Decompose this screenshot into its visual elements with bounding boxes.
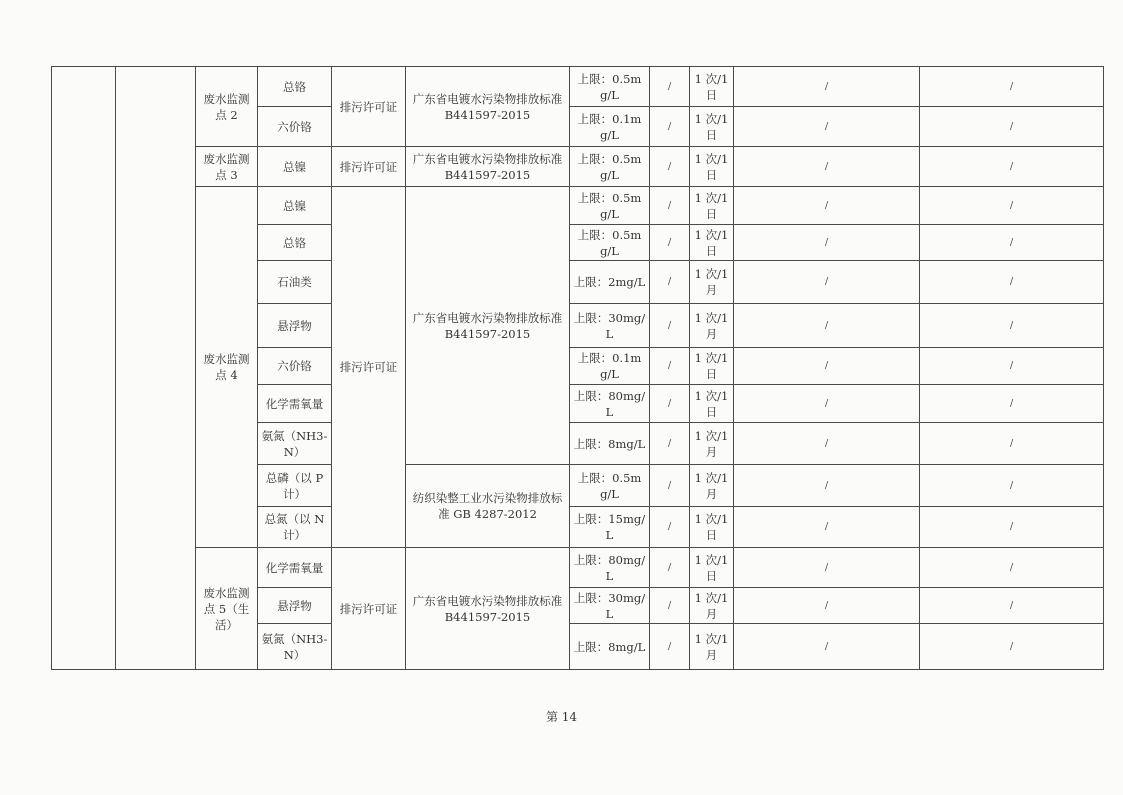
standard-cell: 广东省电镀水污染物排放标准 B441597-2015: [406, 147, 570, 187]
slash-cell: /: [650, 385, 690, 423]
slash-cell: /: [920, 465, 1104, 507]
limit-cell: 上限：2mg/L: [570, 261, 650, 304]
pollutant-cell: 六价铬: [258, 348, 332, 385]
slash-cell: /: [920, 348, 1104, 385]
slash-cell: /: [920, 385, 1104, 423]
table-row: [52, 187, 1104, 225]
slash-cell: /: [650, 304, 690, 348]
limit-cell: 上限：8mg/L: [570, 624, 650, 670]
standard-cell: 广东省电镀水污染物排放标准 B441597-2015: [406, 548, 570, 670]
pollutant-cell: 化学需氧量: [258, 548, 332, 588]
slash-cell: /: [734, 507, 920, 548]
slash-cell: /: [650, 507, 690, 548]
slash-cell: /: [650, 67, 690, 107]
pollutant-cell: 悬浮物: [258, 304, 332, 348]
slash-cell: /: [650, 624, 690, 670]
table-row: [52, 548, 1104, 588]
slash-cell: /: [920, 624, 1104, 670]
table-row: [52, 67, 1104, 107]
slash-cell: /: [920, 107, 1104, 147]
limit-cell: 上限：30mg/L: [570, 588, 650, 624]
slash-cell: /: [734, 225, 920, 261]
slash-cell: /: [920, 548, 1104, 588]
pollutant-cell: 化学需氧量: [258, 385, 332, 423]
limit-cell: 上限：0.1mg/L: [570, 348, 650, 385]
slash-cell: /: [650, 465, 690, 507]
monitoring-point: 废水监测点 5（生活）: [196, 548, 258, 670]
slash-cell: /: [734, 423, 920, 465]
slash-cell: /: [920, 67, 1104, 107]
slash-cell: /: [650, 147, 690, 187]
pollutant-cell: 总磷（以 P 计）: [258, 465, 332, 507]
limit-cell: 上限：8mg/L: [570, 423, 650, 465]
slash-cell: /: [734, 261, 920, 304]
table-row: [52, 147, 1104, 187]
limit-cell: 上限：80mg/L: [570, 385, 650, 423]
monitoring-table: [51, 66, 1104, 670]
permit-cell: 排污许可证: [332, 187, 406, 548]
slash-cell: /: [734, 147, 920, 187]
limit-cell: 上限：0.5mg/L: [570, 225, 650, 261]
slash-cell: /: [734, 588, 920, 624]
slash-cell: /: [734, 107, 920, 147]
pollutant-cell: 六价铬: [258, 107, 332, 147]
pollutant-cell: 悬浮物: [258, 588, 332, 624]
slash-cell: /: [920, 588, 1104, 624]
permit-cell: 排污许可证: [332, 67, 406, 147]
frequency-cell: 1 次/1 日: [690, 548, 734, 588]
slash-cell: /: [650, 261, 690, 304]
pollutant-cell: 氨氮（NH3-N）: [258, 423, 332, 465]
frequency-cell: 1 次/1 月: [690, 588, 734, 624]
frequency-cell: 1 次/1 月: [690, 261, 734, 304]
frequency-cell: 1 次/1 日: [690, 385, 734, 423]
limit-cell: 上限：0.5mg/L: [570, 465, 650, 507]
blank-cell: [52, 67, 116, 670]
standard-cell: 广东省电镀水污染物排放标准 B441597-2015: [406, 187, 570, 465]
slash-cell: /: [920, 225, 1104, 261]
frequency-cell: 1 次/1 月: [690, 423, 734, 465]
frequency-cell: 1 次/1 日: [690, 107, 734, 147]
slash-cell: /: [650, 187, 690, 225]
slash-cell: /: [734, 548, 920, 588]
frequency-cell: 1 次/1 日: [690, 147, 734, 187]
frequency-cell: 1 次/1 日: [690, 225, 734, 261]
slash-cell: /: [734, 67, 920, 107]
slash-cell: /: [734, 465, 920, 507]
frequency-cell: 1 次/1 日: [690, 67, 734, 107]
frequency-cell: 1 次/1 月: [690, 465, 734, 507]
slash-cell: /: [734, 187, 920, 225]
slash-cell: /: [920, 423, 1104, 465]
slash-cell: /: [920, 261, 1104, 304]
slash-cell: /: [734, 624, 920, 670]
frequency-cell: 1 次/1 日: [690, 507, 734, 548]
blank-cell: [116, 67, 196, 670]
pollutant-cell: 氨氮（NH3-N）: [258, 624, 332, 670]
frequency-cell: 1 次/1 月: [690, 304, 734, 348]
pollutant-cell: 总氮（以 N 计）: [258, 507, 332, 548]
monitoring-point: 废水监测点 3: [196, 147, 258, 187]
pollutant-cell: 总镍: [258, 147, 332, 187]
pollutant-cell: 总铬: [258, 67, 332, 107]
slash-cell: /: [650, 348, 690, 385]
monitoring-point: 废水监测点 2: [196, 67, 258, 147]
pollutant-cell: 总镍: [258, 187, 332, 225]
slash-cell: /: [734, 304, 920, 348]
slash-cell: /: [920, 507, 1104, 548]
standard-cell: 纺织染整工业水污染物排放标准 GB 4287-2012: [406, 465, 570, 548]
permit-cell: 排污许可证: [332, 548, 406, 670]
slash-cell: /: [734, 385, 920, 423]
slash-cell: /: [920, 187, 1104, 225]
page-number: 第 14: [545, 710, 578, 724]
monitoring-point: 废水监测点 4: [196, 187, 258, 548]
slash-cell: /: [920, 147, 1104, 187]
slash-cell: /: [650, 107, 690, 147]
limit-cell: 上限：0.1mg/L: [570, 107, 650, 147]
slash-cell: /: [650, 423, 690, 465]
pollutant-cell: 总铬: [258, 225, 332, 261]
slash-cell: /: [650, 225, 690, 261]
slash-cell: /: [650, 548, 690, 588]
slash-cell: /: [650, 588, 690, 624]
slash-cell: /: [734, 348, 920, 385]
frequency-cell: 1 次/1 月: [690, 624, 734, 670]
standard-cell: 广东省电镀水污染物排放标准 B441597-2015: [406, 67, 570, 147]
limit-cell: 上限：0.5mg/L: [570, 187, 650, 225]
limit-cell: 上限：15mg/L: [570, 507, 650, 548]
limit-cell: 上限：0.5mg/L: [570, 147, 650, 187]
frequency-cell: 1 次/1 日: [690, 187, 734, 225]
frequency-cell: 1 次/1 日: [690, 348, 734, 385]
limit-cell: 上限：30mg/L: [570, 304, 650, 348]
slash-cell: /: [920, 304, 1104, 348]
limit-cell: 上限：0.5mg/L: [570, 67, 650, 107]
limit-cell: 上限：80mg/L: [570, 548, 650, 588]
pollutant-cell: 石油类: [258, 261, 332, 304]
permit-cell: 排污许可证: [332, 147, 406, 187]
